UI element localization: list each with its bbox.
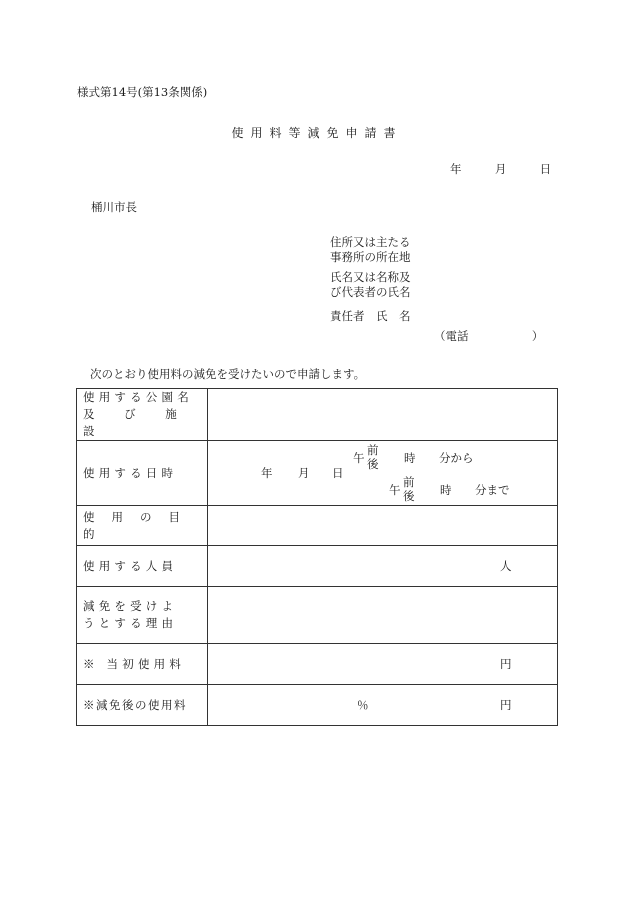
usage-year: 年 [261,466,273,480]
original-fee-field[interactable] [208,644,558,685]
reduced-fee-field[interactable] [208,685,558,726]
applicant-name-label [330,270,411,300]
table-row [77,441,558,506]
reduction-reason-field[interactable] [208,587,558,644]
reduced-fee-unit: 円 [500,698,512,712]
reduction-reason-label [77,587,208,644]
attendees-field[interactable] [208,546,558,587]
reduction-reason-label-line-1: 減免を受けよ [83,599,178,613]
name-label-line-2: び代表者の氏名 [330,285,411,299]
attendees-unit: 人 [500,559,512,573]
telephone-open: （電話 [434,329,469,343]
document-title: 使用料等減免申請書 [231,126,403,140]
intro-text: 次のとおり使用料の減免を受けたいので申請します。 [90,367,366,381]
address-label-line-1: 住所又は主たる [330,235,411,249]
end-zen: 前 [403,475,415,489]
addressee: 桶川市長 [91,200,137,214]
end-gozen: 午 [389,483,401,497]
park-facility-label-line-2: 及 び 施 設 [83,407,190,438]
form-number: 様式第14号(第13条関係) [77,85,208,99]
telephone-line [434,328,543,344]
usage-datetime-label: 使用する日時 [77,441,208,506]
table-row [77,389,558,441]
end-go: 後 [403,489,415,503]
reduction-percent-unit: ％ [357,698,369,712]
table-row [77,644,558,685]
end-hour: 時 [440,483,452,497]
telephone-close: ） [531,329,544,343]
park-facility-label [77,389,208,441]
table-row [77,546,558,587]
date-line [450,161,551,177]
table-row [77,587,558,644]
start-go: 後 [367,457,379,471]
table-row [77,685,558,726]
original-fee-unit: 円 [500,657,512,671]
name-label-line-1: 氏名又は名称及 [330,270,411,284]
park-facility-field[interactable] [208,389,558,441]
date-year: 年 [450,162,462,176]
usage-day: 日 [332,466,344,480]
applicant-address-label [330,235,411,265]
reduced-fee-label: ※減免後の使用料 [77,685,208,726]
application-table [76,388,558,726]
end-minute-until: 分まで [475,483,510,497]
start-minute-from: 分から [439,451,474,465]
park-facility-label-line-1: 使用する公園名 [83,390,193,404]
address-label-line-2: 事務所の所在地 [330,250,411,264]
purpose-field[interactable] [208,506,558,546]
start-gozen: 午 [353,451,365,465]
purpose-label: 使用の目的 [77,506,208,546]
attendees-label: 使用する人員 [77,546,208,587]
start-zen: 前 [367,443,379,457]
date-day: 日 [539,162,552,176]
usage-datetime-field[interactable] [208,441,558,506]
original-fee-label: ※ 当初使用料 [77,644,208,685]
start-hour: 時 [404,451,416,465]
date-month: 月 [494,162,507,176]
table-row [77,506,558,546]
usage-month: 月 [298,466,310,480]
responsible-person-label: 責任者 氏 名 [330,309,411,323]
reduction-reason-label-line-2: うとする理由 [83,616,178,630]
